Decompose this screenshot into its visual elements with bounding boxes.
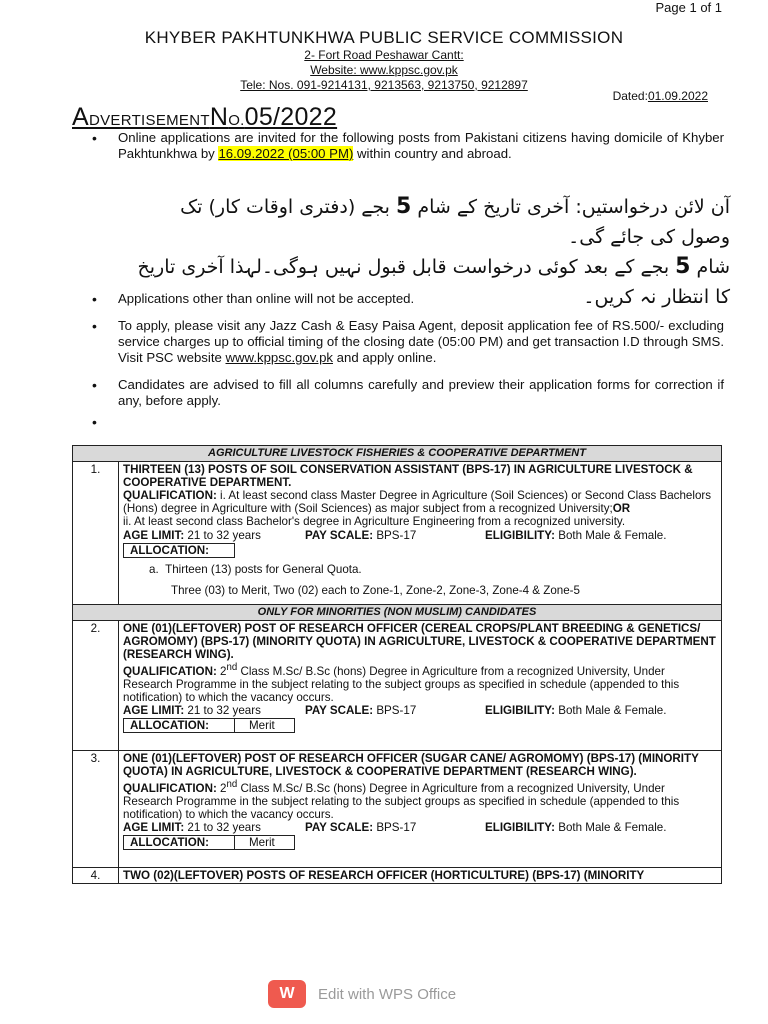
post-details — [119, 462, 722, 605]
bullet-fill-columns: • Candidates are advised to fill all columns carefully and preview their application forms for correction if any, before apply. — [92, 377, 724, 409]
page-number: Page 1 of 1 — [655, 0, 722, 15]
qualification-text-2: ii. At least second class Bachelor's degree in Agriculture Engineering from a recognized university. — [123, 515, 626, 528]
eligibility-value: Both Male & Female. — [555, 703, 667, 717]
post-title: ONE (01)(LEFTOVER) POST OF RESEARCH OFFICER (CEREAL CROPS/PLANT BREEDING & GENETICS/ AGROMOMY) (BPS-17) (MINORITY QUOTA) IN AGRICULTURE, LIVESTOCK & COOPERATIVE DEPARTMENT (RESEARCH WING). — [123, 622, 716, 661]
post-number: 3. — [73, 750, 119, 867]
allocation-label: ALLOCATION: — [130, 544, 209, 557]
eligibility-label: ELIGIBILITY: — [485, 820, 555, 834]
age-label: AGE LIMIT: — [123, 820, 185, 834]
instruction-bullet-list — [92, 291, 724, 430]
qualification-text: 2 — [216, 781, 227, 795]
intro-bullet-list — [92, 130, 724, 162]
pay-label: PAY SCALE: — [305, 820, 374, 834]
website-link[interactable]: Website: www.kppsc.gov.pk — [310, 63, 458, 77]
pay-label: PAY SCALE: — [305, 529, 374, 542]
letterhead — [0, 28, 768, 93]
qualification-text-2: Class M.Sc/ B.Sc (hons) Degree in Agriculture from a recognized University, Under Research Programme in the subject relating to the subject groups as specified in schedule (appended to this notification) to which the vacancy occurs. — [123, 781, 680, 821]
telephone-numbers: Tele: Nos. 091-9214131, 9213563, 9213750, 9212897 — [240, 78, 528, 92]
pay-value: BPS-17 — [373, 703, 417, 717]
pay-value: BPS-17 — [373, 820, 417, 834]
age-value: 21 to 32 years — [184, 820, 261, 834]
intro-text-2: within country and abroad. — [353, 146, 512, 161]
adv-no-letter: N — [209, 103, 229, 131]
urdu-2a: شام — [690, 256, 730, 278]
age-value: 21 to 32 years — [184, 529, 261, 542]
urdu-2num: 5 — [675, 254, 691, 279]
wps-edit-banner[interactable] — [268, 980, 456, 1008]
urdu-1num: 5 — [396, 194, 412, 219]
bullet-how-to-apply — [92, 318, 724, 366]
wps-edit-text: Edit with WPS Office — [318, 985, 457, 1003]
post-row-2 — [73, 621, 722, 751]
age-pay-eligibility — [123, 821, 717, 834]
wps-logo-icon: W — [268, 980, 306, 1008]
urdu-line-1 — [130, 192, 730, 252]
qualification-sup: nd — [226, 662, 238, 673]
bullet-online-only: • Applications other than online will not be accepted. — [92, 291, 724, 307]
eligibility-value: Both Male & Female. — [555, 529, 667, 542]
post-row-4 — [73, 867, 722, 883]
age-pay-eligibility — [123, 529, 717, 542]
apply-text-2: and apply online. — [333, 350, 437, 365]
post-title: TWO (02)(LEFTOVER) POSTS OF RESEARCH OFFICER (HORTICULTURE) (BPS-17) (MINORITY — [123, 868, 645, 882]
bullet-empty — [92, 414, 724, 430]
post-title: THIRTEEN (13) POSTS OF SOIL CONSERVATION ASSISTANT (BPS-17) IN AGRICULTURE LIVESTOCK & COOPERATIVE DEPARTMENT. — [123, 463, 693, 489]
allocation-breakdown: Three (03) to Merit, Two (02) each to Zone-1, Zone-2, Zone-3, Zone-4 & Zone-5 — [171, 584, 580, 597]
advertisement-title — [72, 103, 337, 132]
post-details — [119, 621, 722, 751]
eligibility-label: ELIGIBILITY: — [485, 529, 555, 542]
qualification-label: QUALIFICATION: — [123, 664, 217, 678]
apply-text-1: To apply, please visit any Jazz Cash & Easy Paisa Agent, deposit application fee of RS.500/- excluding service charges up to official timing of the closing date (05:00 PM) and get transaction I.D through SMS. Visit PSC website — [118, 318, 724, 365]
dated-value: 01.09.2022 — [647, 89, 708, 103]
post-number: 2. — [73, 621, 119, 751]
qualification-text: 2 — [216, 664, 227, 678]
adv-word: DVERTISEMENT — [88, 112, 210, 129]
department-row — [73, 446, 722, 462]
allocation-value: Merit — [234, 719, 294, 732]
urdu-1b: بجے (دفتری اوقات کار) تک وصول کی جائے گی۔ — [180, 196, 730, 248]
post-number: 4. — [73, 867, 119, 883]
pay-value: BPS-17 — [373, 529, 417, 542]
qualification-label: QUALIFICATION: — [123, 489, 217, 502]
post-details — [119, 867, 722, 883]
post-row-3 — [73, 750, 722, 867]
urdu-1a: آن لائن درخواستیں: آخری تاریخ کے شام — [411, 196, 730, 218]
qualification-label: QUALIFICATION: — [123, 781, 217, 795]
intro-text-1: Online applications are invited for the following posts from Pakistani citizens having domicile of Khyber Pakhtunkhwa by — [118, 130, 724, 161]
minority-heading: ONLY FOR MINORITIES (NON MUSLIM) CANDIDATES — [73, 605, 722, 621]
allocation-value: Merit — [234, 836, 294, 849]
dated — [613, 89, 708, 103]
allocation-item-a: a. Thirteen (13) posts for General Quota. — [149, 563, 362, 576]
eligibility-value: Both Male & Female. — [555, 820, 667, 834]
post-row-1 — [73, 462, 722, 605]
qualification — [123, 778, 717, 821]
qualification-sup: nd — [226, 778, 238, 790]
organization-name: KHYBER PAKHTUNKHWA PUBLIC SERVICE COMMISSION — [144, 28, 624, 47]
eligibility-label: ELIGIBILITY: — [485, 703, 555, 717]
dated-label: Dated: — [612, 89, 648, 103]
urdu-2b: بجے کے بعد کوئی درخواست قابل قبول نہیں ہوگی۔لہذا آخری تاریخ کا انتظار نہ کریں۔ — [137, 256, 730, 308]
intro-bullet — [92, 130, 724, 162]
allocation-box — [123, 718, 295, 733]
kppsc-website-link[interactable]: www.kppsc.gov.pk — [225, 350, 333, 365]
post-title: ONE (01)(LEFTOVER) POST OF RESEARCH OFFICER (SUGAR CANE/ AGROMOMY) (BPS-17) (MINORITY QUOTA) IN AGRICULTURE, LIVESTOCK & COOPERATIVE DEPARTMENT (RESEARCH WING). — [123, 751, 699, 778]
age-pay-eligibility — [123, 704, 717, 717]
allocation-box — [123, 543, 235, 558]
allocation-box — [123, 835, 295, 850]
adv-letter: A — [72, 103, 89, 131]
qualification — [123, 661, 717, 704]
allocation-label: ALLOCATION: — [130, 718, 209, 732]
age-label: AGE LIMIT: — [123, 529, 185, 542]
age-label: AGE LIMIT: — [123, 703, 185, 717]
qualification — [123, 489, 717, 528]
pay-label: PAY SCALE: — [305, 703, 374, 717]
minority-row — [73, 605, 722, 621]
allocation-label: ALLOCATION: — [130, 835, 209, 849]
qualification-text: i. At least second class Master Degree in Agriculture (Soil Sciences) or Second Class Bachelors (Hons) degree in Agriculture with (Soil Sciences) as major subject from a recognized University; — [123, 489, 712, 515]
department-heading: AGRICULTURE LIVESTOCK FISHERIES & COOPERATIVE DEPARTMENT — [73, 446, 722, 462]
post-number: 1. — [73, 462, 119, 605]
posts-table — [72, 445, 722, 884]
age-value: 21 to 32 years — [184, 703, 261, 717]
qualification-text-2: Class M.Sc/ B.Sc (hons) Degree in Agriculture from a recognized University, Under Research Programme in the subject relating to the subject groups as specified in schedule (appended to this notification) to which the vacancy occurs. — [123, 664, 680, 704]
qualification-or: OR — [612, 502, 631, 515]
post-details — [119, 750, 722, 867]
adv-number: 05/2022 — [244, 103, 338, 131]
adv-no-word: O. — [228, 112, 245, 129]
deadline-highlight: 16.09.2022 (05:00 PM) — [218, 146, 354, 161]
address: 2- Fort Road Peshawar Cantt: — [304, 48, 464, 62]
